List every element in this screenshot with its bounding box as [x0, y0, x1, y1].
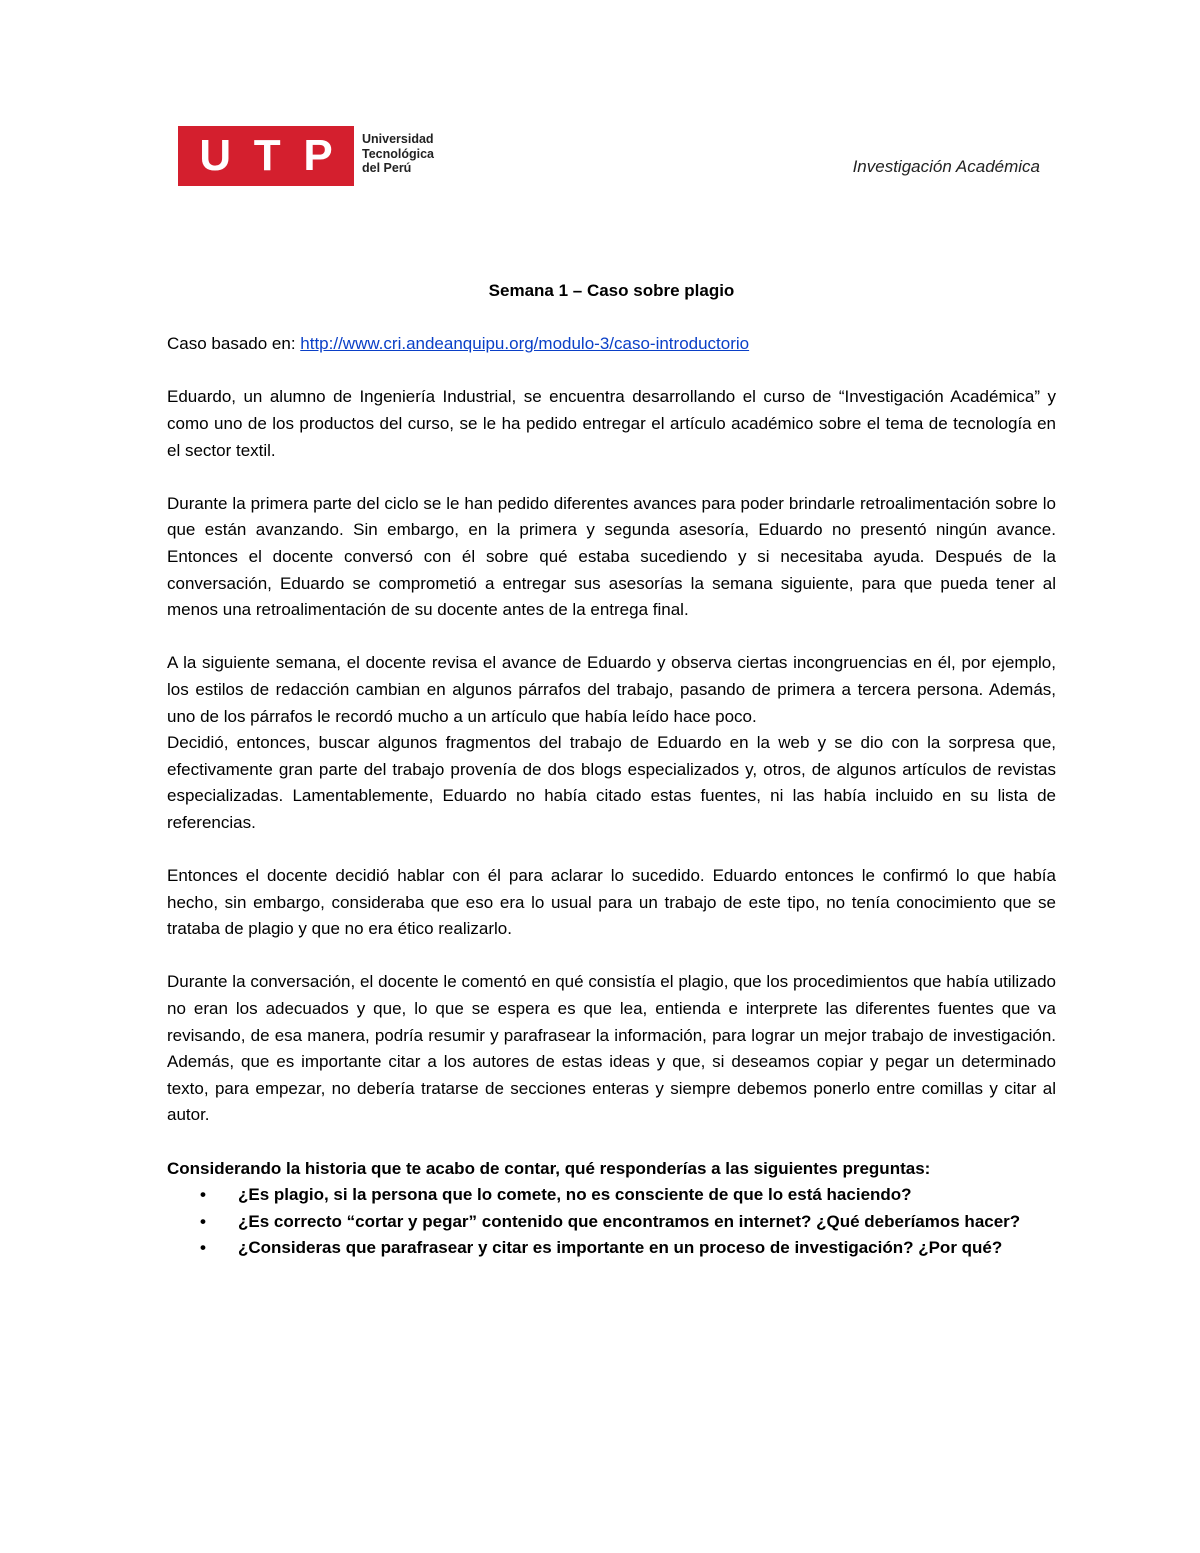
source-label: Caso basado en:	[167, 334, 301, 354]
paragraph-1: Eduardo, un alumno de Ingeniería Industrial, se encuentra desarrollando el curso de “Investigación Académica” y como uno de los productos del curso, se le ha pedido entregar el artículo académico sobre el tema de tecnología en el sector textil.	[167, 387, 1056, 460]
logo-letter-p: P	[303, 131, 333, 180]
question-text: ¿Es plagio, si la persona que lo comete, no es consciente de que lo está haciendo?	[238, 1185, 912, 1205]
utp-logo	[178, 126, 444, 186]
question-item	[167, 1209, 1056, 1236]
source-line	[167, 331, 1056, 358]
question-text: ¿Consideras que parafrasear y citar es importante en un proceso de investigación? ¿Por qué?	[238, 1238, 1003, 1258]
logo-text-line-2: Tecnológica	[362, 146, 435, 161]
bullet-icon: •	[200, 1238, 206, 1258]
course-name: Investigación Académica	[852, 157, 1040, 176]
logo-text-line-1: Universidad	[362, 132, 434, 146]
paragraph-3: A la siguiente semana, el docente revisa el avance de Eduardo y observa ciertas incongruencias en él, por ejemplo, los estilos de redacción cambian en algunos párrafos del trabajo, pasando de primera a tercera persona. Además, uno de los párrafos le recordó mucho a un artículo que había leído hace poco.	[167, 653, 1056, 726]
question-text: ¿Es correcto “cortar y pegar” contenido que encontramos en internet? ¿Qué deberíamos hacer?	[238, 1211, 1021, 1231]
logo-letter-u: U	[199, 131, 232, 180]
question-item	[167, 1235, 1056, 1262]
questions-intro: Considerando la historia que te acabo de contar, qué responderías a las siguientes preguntas:	[167, 1158, 931, 1178]
document-title: Semana 1 – Caso sobre plagio	[488, 281, 735, 300]
bullet-icon: •	[200, 1211, 206, 1231]
paragraph-6: Durante la conversación, el docente le comentó en qué consistía el plagio, que los procedimientos que había utilizado no eran los adecuados y que, lo que se espera es que lea, entienda e interprete las diferentes fuentes que va revisando, de esa manera, podría resumir y parafrasear la información, para lograr un mejor trabajo de investigación. Además, que es importante citar a los autores de estas ideas y que, si deseamos copiar y pegar un determinado texto, para empezar, no debería tratarse de secciones enteras y siempre debemos ponerlo entre comillas y citar al autor.	[167, 972, 1056, 1125]
logo-letter-t: T	[253, 131, 281, 180]
bullet-icon: •	[200, 1185, 206, 1205]
logo-wordmark	[362, 126, 444, 176]
logo-mark	[178, 126, 354, 186]
document-body	[167, 278, 1056, 1262]
question-item	[167, 1182, 1056, 1209]
paragraph-2: Durante la primera parte del ciclo se le han pedido diferentes avances para poder brindarle retroalimentación sobre lo que están avanzando. Sin embargo, en la primera y segunda asesoría, Eduardo no presentó ningún avance. Entonces el docente conversó con él sobre qué estaba sucediendo y si necesitaba ayuda. Después de la conversación, Eduardo se comprometió a entregar sus asesorías la semana siguiente, para que pueda tener al menos una retroalimentación de su docente antes de la entrega final.	[167, 493, 1056, 620]
paragraph-5: Entonces el docente decidió hablar con él para aclarar lo sucedido. Eduardo entonces le confirmó lo que había hecho, sin embargo, consideraba que eso era lo usual para un trabajo de este tipo, no tenía conocimiento que se trataba de plagio y que no era ético realizarlo.	[167, 866, 1056, 939]
questions-list	[167, 1182, 1056, 1262]
source-link[interactable]: http://www.cri.andeanquipu.org/modulo-3/caso-introductorio	[300, 334, 750, 354]
paragraph-4: Decidió, entonces, buscar algunos fragmentos del trabajo de Eduardo en la web y se dio con la sorpresa que, efectivamente gran parte del trabajo provenía de dos blogs especializados y, otros, de algunos artículos de revistas especializadas. Lamentablemente, Eduardo no había citado estas fuentes, ni las había incluido en su lista de referencias.	[167, 733, 1056, 832]
logo-text-line-3: del Perú	[362, 161, 412, 175]
